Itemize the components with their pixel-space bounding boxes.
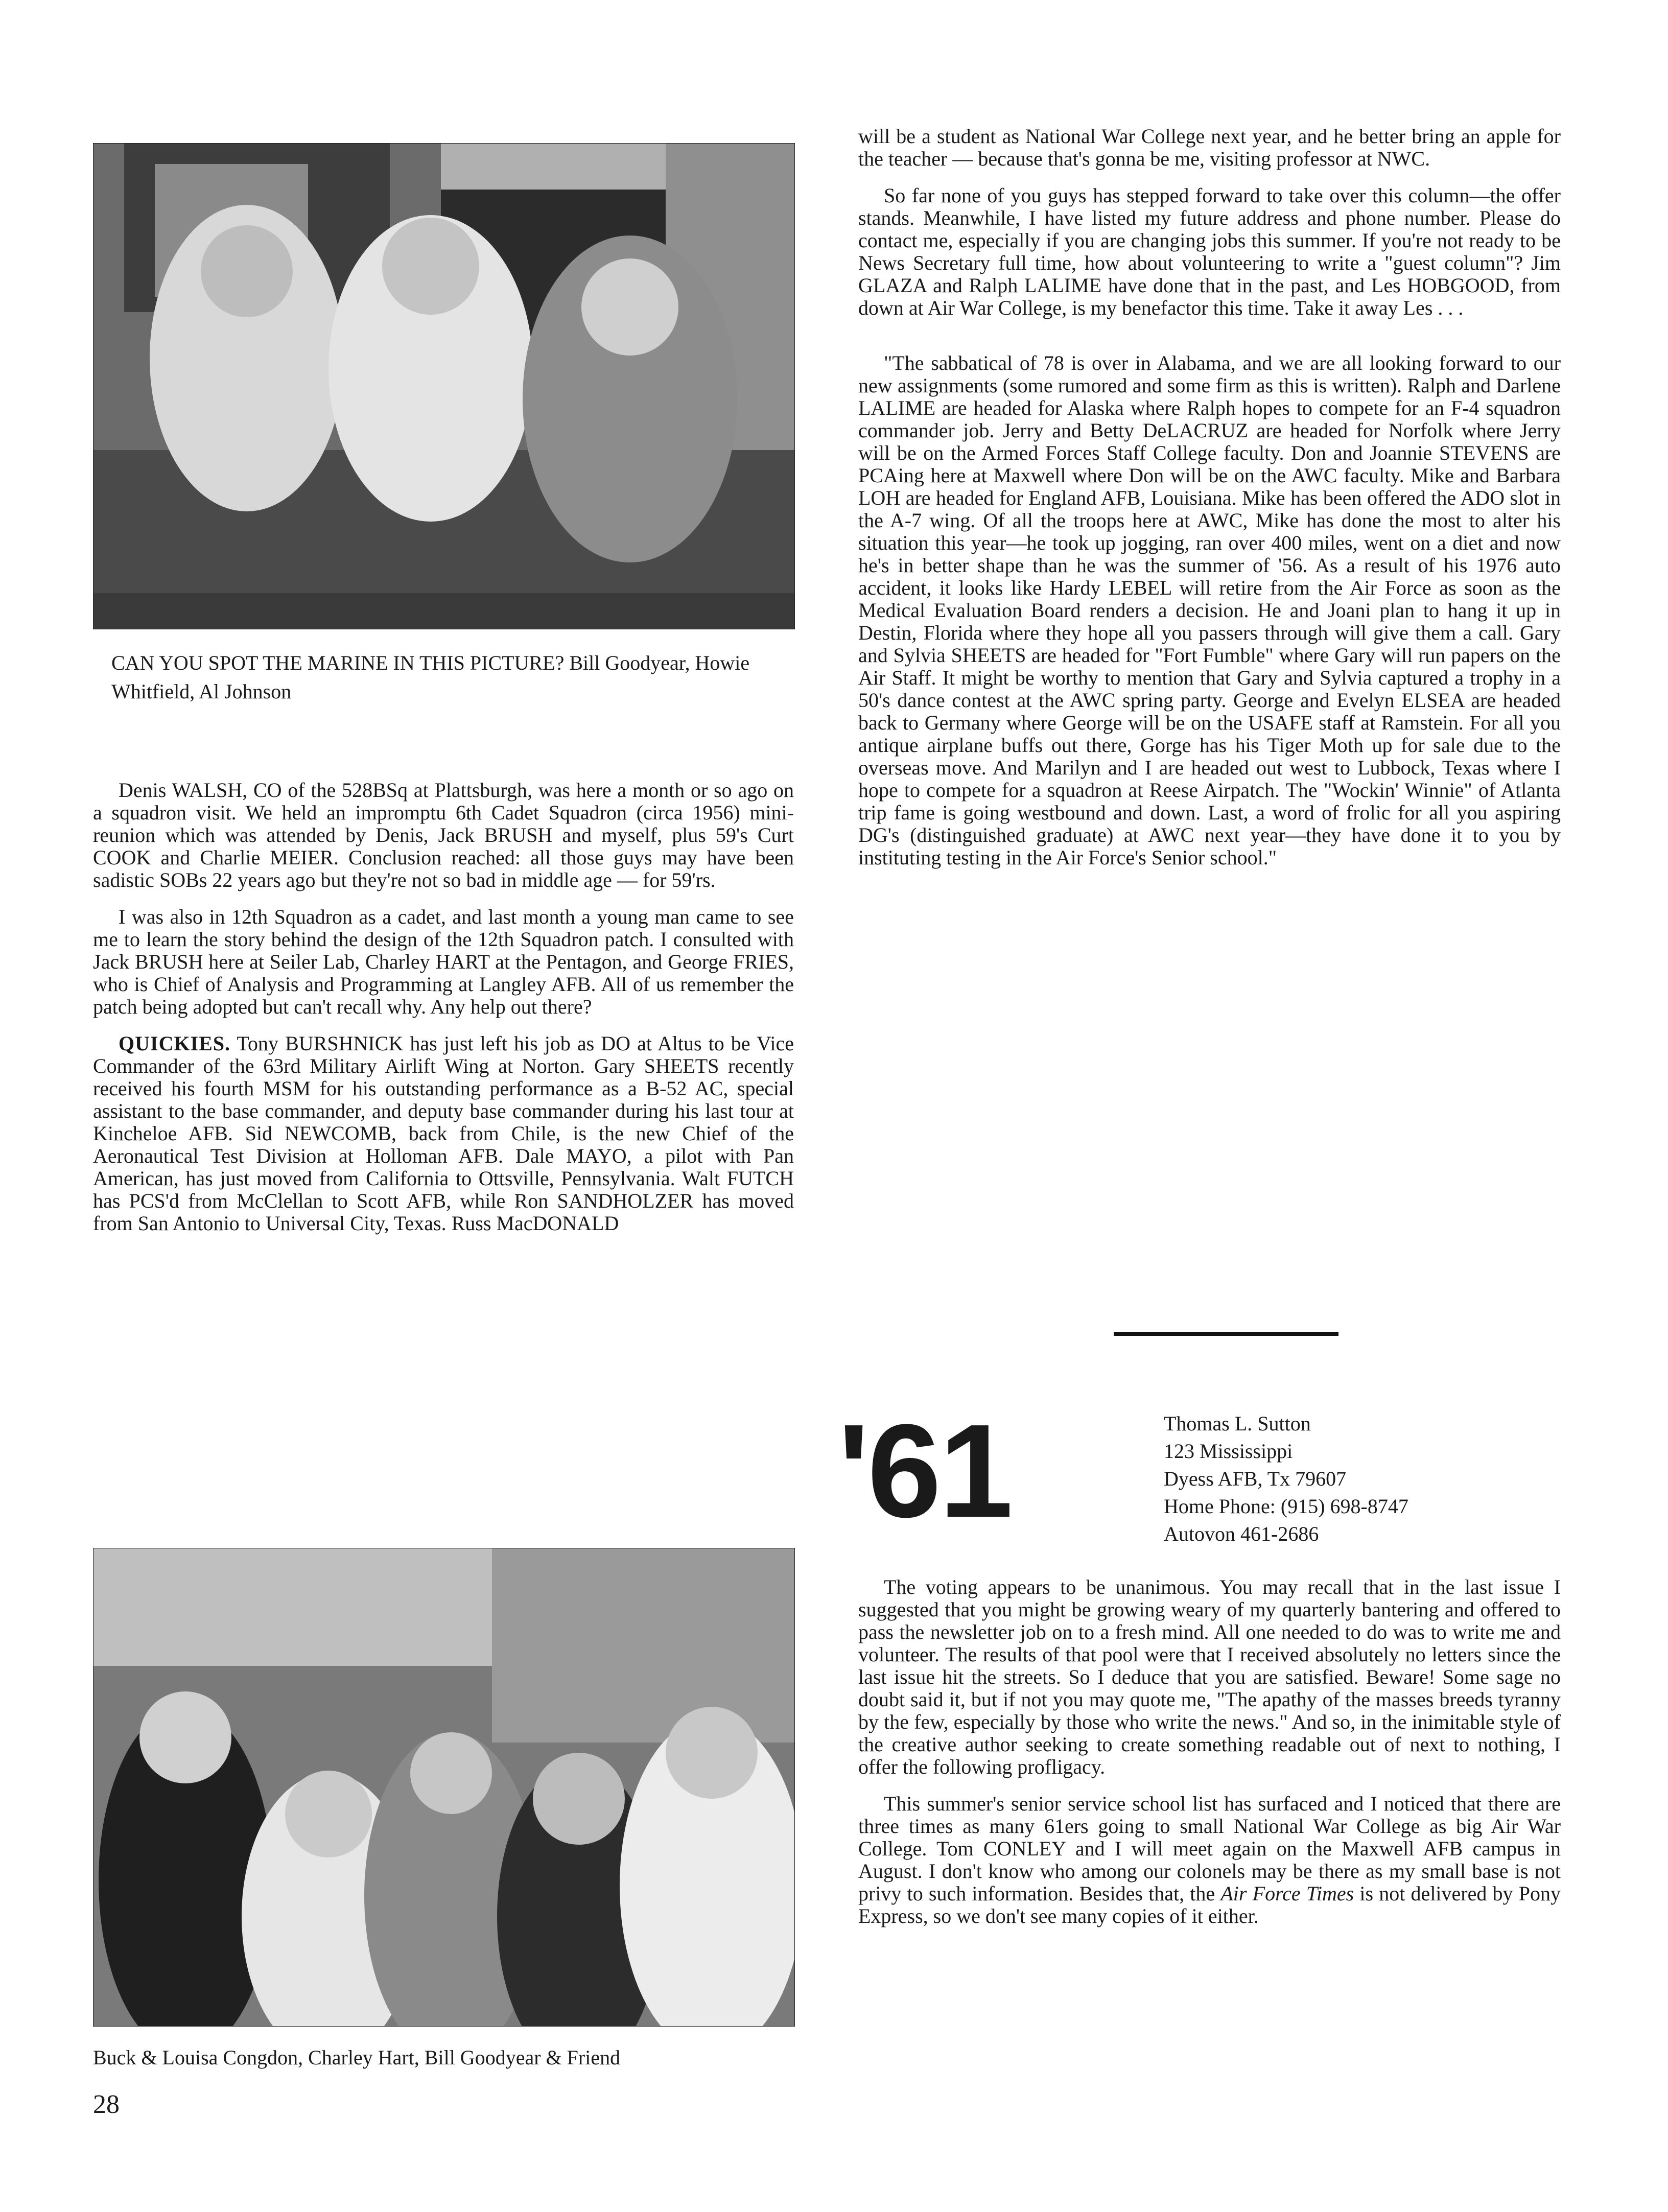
right-column-upper [858,125,1561,883]
quickies-lead: QUICKIES. [119,1032,231,1055]
class-year-heading: '61 [838,1397,1012,1545]
left-paragraph-2: I was also in 12th Squadron as a cadet, and last month a young man came to see me to learn the story behind the design of the 12th Squadron patch. I consulted with Jack BRUSH here at Seiler Lab, Charley HART at the Pentagon, and George FRIES, who is Chief of Analysis and Programming at Langley AFB. All of us remember the patch being adopted but can't recall why. Any help out there? [93,905,794,1018]
page-number: 28 [93,2090,120,2119]
address-name: Thomas L. Sutton [1164,1412,1311,1435]
left-paragraph-1: Denis WALSH, CO of the 528BSq at Plattsburgh, was here a month or so ago on a squadron visit. We held an impromptu 6th Cadet Squadron (circa 1956) mini-reunion which was attended by Denis, Jack BRUSH and myself, plus 59's Curt COOK and Charlie MEIER. Conclusion reached: all those guys may have been sadistic SOBs 22 years ago but they're not so bad in middle age — for 59'rs. [93,779,794,891]
address-city: Dyess AFB, Tx 79607 [1164,1467,1347,1490]
address-autovon: Autovon 461-2686 [1164,1522,1319,1545]
section-divider [1114,1332,1338,1336]
quickies-text: Tony BURSHNICK has just left his job as DO at Altus to be Vice Commander of the 63rd Military Airlift Wing at Norton. Gary SHEETS recently received his fourth MSM for his outstanding performance as a B-52 AC, special assistant to the base commander, and deputy base commander during his last tour at Kincheloe AFB. Sid NEWCOMB, back from Chile, is the new Chief of the Aeronautical Test Division at Holloman AFB. Dale MAYO, a pilot with Pan American, has just moved from California to Ottsville, Pennsylvania. Walt FUTCH has PCS'd from McClellan to Scott AFB, while Ron SANDHOLZER has moved from San Antonio to Universal City, Texas. Russ MacDONALD [93,1032,794,1235]
photo1-caption: CAN YOU SPOT THE MARINE IN THIS PICTURE? Bill Goodyear, Howie Whitfield, Al Johnson [111,651,750,703]
p5-text-b: is not delivered by Pony Express, so we don't see many copies of it either. [858,1882,1561,1927]
photo2-caption: Buck & Louisa Congdon, Charley Hart, Bill Goodyear & Friend [93,2046,621,2069]
right-paragraph-2: So far none of you guys has stepped forward to take over this column—the offer stands. Meanwhile, I have listed my future address and phone number. Please do contact me, especially if you are changing jobs this summer. If you're not ready to be News Secretary full time, how about volunteering to write a "guest column"? Jim GLAZA and Ralph LALIME have done that in the past, and Les HOBGOOD, from down at Air War College, is my benefactor this time. Take it away Les . . . [858,184,1561,319]
left-paragraph-3 [93,1032,794,1235]
right-column-lower [858,1576,1561,1942]
right-paragraph-5 [858,1793,1561,1927]
address-phone: Home Phone: (915) 698-8747 [1164,1495,1408,1518]
photo-three-men [93,143,795,629]
address-block [1164,1410,1408,1548]
p5-text-a: This summer's senior service school list has surfaced and I noticed that there are three times as many 61ers going to small National War College as big Air War College. Tom CONLEY and I will meet again on the Maxwell AFB campus in August. I don't know who among our colonels may be there as my small base is not privy to such information. Besides that, the [858,1792,1561,1905]
left-column [93,779,794,1249]
photo-group-reception-image [93,1548,794,2026]
right-paragraph-3: "The sabbatical of 78 is over in Alabama, and we are all looking forward to our new assignments (some rumored and some firm as this is written). Ralph and Darlene LALIME are headed for Alaska where Ralph hopes to compete for an F-4 squadron commander job. Jerry and Betty DeLACRUZ are headed for Norfolk where Jerry will be on the Armed Forces Staff College faculty. Don and Joannie STEVENS are PCAing here at Maxwell where Don will be on the AWC faculty. Mike and Barbara LOH are headed for England AFB, Louisiana. Mike has been offered the ADO slot in the A-7 wing. Of all the troops here at AWC, Mike has done the most to alter his situation this year—he took up jogging, ran over 400 miles, went on a diet and now he's in better shape than he was the summer of '56. As a result of his 1976 auto accident, it looks like Hardy LEBEL will retire from the Air Force as soon as the Medical Evaluation Board renders a decision. He and Joani plan to hang it up in Destin, Florida where they hope all you passers through will give them a call. Gary and Sylvia SHEETS are headed for "Fort Fumble" where Gary will run papers on the Air Staff. It might be worthy to mention that Gary and Sylvia captured a trophy in a 50's dance contest at the AWC spring party. George and Evelyn ELSEA are headed back to Germany where George will be on the USAFE staff at Ramstein. For all you antique airplane buffs out there, Gorge has his Tiger Moth up for sale due to the overseas move. And Marilyn and I are headed out west to Lubbock, Texas where I hope to compete for a squadron at Reese Airpatch. The "Wockin' Winnie" of Atlanta trip fame is going westbound and down. Last, a word of frolic for all you aspiring DG's (distinguished graduate) at AWC next year—they have done it to you by instituting testing in the Air Force's Senior school." [858,351,1561,869]
air-force-times-title: Air Force Times [1220,1882,1354,1905]
photo-group-reception [93,1548,795,2027]
right-paragraph-1: will be a student as National War College next year, and he better bring an apple for the teacher — because that's gonna be me, visiting professor at NWC. [858,125,1561,170]
right-paragraph-4: The voting appears to be unanimous. You may recall that in the last issue I suggested that you might be growing weary of my quarterly bantering and offered to pass the newsletter job on to a fresh mind. All one needed to do was to write me and volunteer. The results of that pool were that I received absolutely no letters since the last issue hit the streets. So I deduce that you are satisfied. Beware! Some sage no doubt said it, but if not you may quote me, "The apathy of the masses breeds tyranny by the few, especially by those who write the news." And so, in the inimitable style of the creative author seeking to create something readable out of next to nothing, I offer the following profligacy. [858,1575,1561,1778]
address-street: 123 Mississippi [1164,1440,1293,1463]
photo-three-men-image [93,144,794,629]
